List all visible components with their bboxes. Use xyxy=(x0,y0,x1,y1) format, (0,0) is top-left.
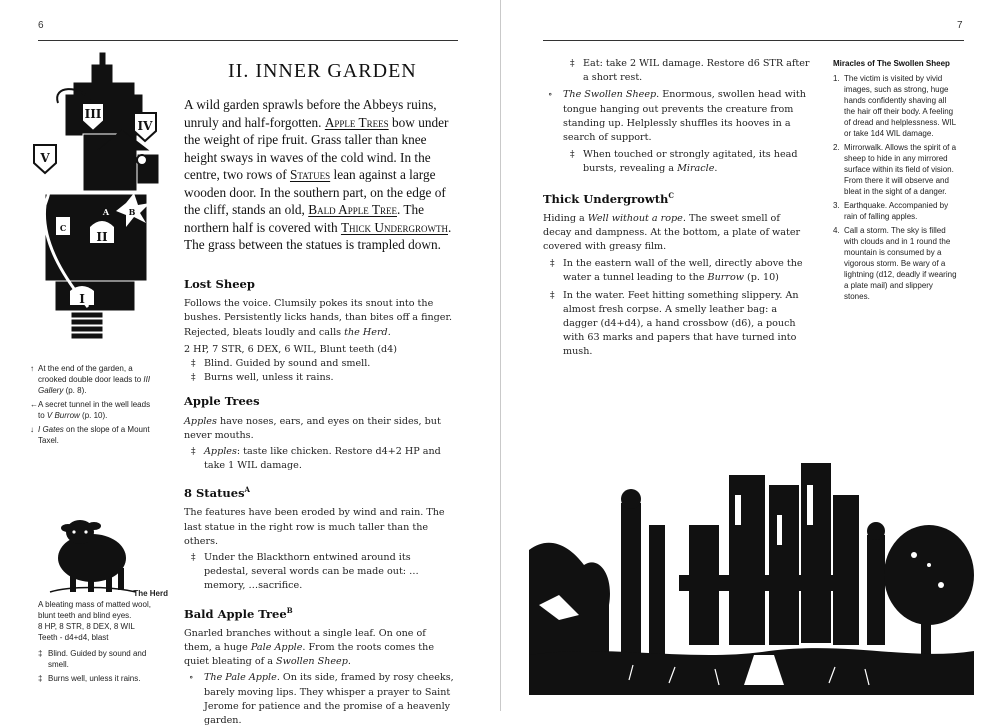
map-label-iv: IV xyxy=(137,119,153,133)
miracle-item: 1. The victim is visited by vivid images, such as strong, huge hands confidently shaving all the hair off their body. A feeling of dread and helplessness. WIL or take 1d4 WIL damage. xyxy=(833,74,956,138)
map-label-b: B xyxy=(128,207,136,217)
map-label-i: I xyxy=(79,292,85,306)
miracle-item: 2. Mirrorwalk. Allows the spirit of a sheep to hide in any mirrored surface within its field of vision. From there it will observe and bleat in the sight of a danger. xyxy=(833,143,957,196)
garden-map xyxy=(30,45,170,350)
map-label-v: V xyxy=(40,151,50,165)
apple-trees-description: Apples have noses, ears, and eyes on their sides, but never mouths. xyxy=(184,415,441,441)
miracle-item: 3. Earthquake. Accompanied by rain of falling apples. xyxy=(833,201,949,221)
herd-sheep-illustration xyxy=(40,510,140,595)
page-number-left: 6 xyxy=(38,20,44,31)
header-rule xyxy=(38,40,458,41)
miracle-item: 4. Call a storm. The sky is filled with clouds and in 1 round the mountain is consumed by a vigorous storm. Be wary of a lightning (d12, deadly if wearing a plate mail) and slippery stones. xyxy=(833,226,957,301)
herd-statblock xyxy=(38,588,168,687)
herd-stats: 8 HP, 8 STR, 8 DEX, 8 WIL xyxy=(38,622,135,631)
apple-trees-bullet: ‡ Apples: taste like chicken. Restore d4+2 HP and take 1 WIL damage. xyxy=(191,446,441,472)
note-gates: ↓ I Gates on the slope of a Mount Taxel. xyxy=(30,425,150,445)
bald-apple-tree-description: Gnarled branches without a single leaf. On one of them, a huge Pale Apple. From the roots comes the quiet bleating of a Swollen Sheep. xyxy=(184,627,435,668)
thick-undergrowth-heading: Thick Undergrowth$^C$ xyxy=(543,190,674,206)
note-gallery: ↑ At the end of the garden, a crooked double door leads to III Gallery (p. 8). xyxy=(30,364,151,395)
pale-apple-bullet: ∘ The Pale Apple. On its side, framed by rosy cheeks, barely moving lips. They whisper a prayer to Saint Jerome for patience and the promise of a heavenly garden. xyxy=(189,672,454,726)
apple-trees-heading: Apple Trees xyxy=(184,394,260,409)
map-label-ii: II xyxy=(96,230,108,244)
chapter-title: II. INNER GARDEN xyxy=(228,60,417,82)
herd-title: The Herd xyxy=(133,589,168,598)
main-column xyxy=(184,277,456,728)
right-main-column xyxy=(543,57,811,360)
statues-description: The features have been eroded by wind and rain. The last statue in the right row is much taller than the others. xyxy=(184,507,445,547)
lost-sheep-trait: ‡ Burns well, unless it rains. xyxy=(191,372,334,384)
right-page xyxy=(501,0,1002,711)
header-rule xyxy=(543,40,964,41)
swollen-sheep-sub-bullet: ‡ When touched or strongly agitated, its head bursts, revealing a Miracle. xyxy=(570,149,798,175)
lost-sheep-heading: Lost Sheep xyxy=(184,277,255,291)
statues-ruins-illustration xyxy=(529,455,974,695)
swollen-sheep-bullet: ∘ The Swollen Sheep. Enormous, swollen head with tongue hanging out prevents the creature from standing up. Helplessly shuffles its hooves in a search of support. xyxy=(548,89,806,144)
statues-bullet: ‡ Under the Blackthorn entwined around its pedestal, several words can be made out: …memory, …sacrifice. xyxy=(191,552,419,592)
miracles-sidebar xyxy=(833,58,959,305)
link-statues: Statues xyxy=(289,167,331,182)
well-tunnel-bullet: ‡ In the eastern wall of the well, directly above the water a tunnel leading to the Burrow (p. 10) xyxy=(550,258,803,284)
lost-sheep-trait: ‡ Blind. Guided by sound and smell. xyxy=(191,358,371,370)
well-water-bullet: ‡ In the water. Feet hitting something slippery. An almost fresh corpse. A smelly leather bag: a dagger (d4+d4), a hand crossbow (d6), a pouch with 63 marks and papers that have turned into mush. xyxy=(550,289,799,358)
statues-heading: 8 Statues$^A$ xyxy=(184,485,250,501)
link-bald-apple-tree: Bald Apple Tree xyxy=(308,202,397,217)
bald-apple-tree-heading: Bald Apple Tree$^B$ xyxy=(184,605,293,621)
map-label-a: A xyxy=(102,207,110,217)
map-label-iii: III xyxy=(84,107,102,121)
link-thick-undergrowth: Thick Undergrowth xyxy=(340,219,448,235)
herd-trait: ‡ Blind. Guided by sound and smell. xyxy=(38,649,147,669)
herd-description: A bleating mass of matted wool, blunt teeth and blind eyes. xyxy=(38,600,151,620)
thick-undergrowth-description: Hiding a Well without a rope. The sweet smell of decay and dampness. At the bottom, a plate of water covered with greasy film. xyxy=(543,212,801,253)
intro-paragraph: A wild garden sprawls before the Abbeys ruins, unruly and half-forgotten. Apple Trees bow under the weight of ripe fruit. Grass taller than knee height sways in waves of the cold wind. In the centre, two rows of Statues lean against a large wooden door. In the southern part, on the edge of the cliff, stands an old, Bald Apple Tree. The northern half is covered with Thick Undergrowth. The grass between the statues is trampled down. xyxy=(184,97,452,252)
map-notes xyxy=(30,363,155,449)
herd-attack: Teeth - d4+d4, blast xyxy=(38,633,109,642)
miracles-title: Miracles of The Swollen Sheep xyxy=(833,59,950,68)
note-burrow: ← A secret tunnel in the well leads to V Burrow (p. 10). xyxy=(30,400,151,420)
lost-sheep-description: Follows the voice. Clumsily pokes its snout into the bushes. Persistently licks hands, than bites off a finger. Rejected, bleats loudly and calls the Herd. xyxy=(184,298,453,338)
eat-bullet: ‡ Eat: take 2 WIL damage. Restore d6 STR after a short rest. xyxy=(570,58,810,84)
map-label-c: C xyxy=(59,223,67,233)
link-apple-trees: Apple Trees xyxy=(324,114,389,130)
lost-sheep-stats: 2 HP, 7 STR, 6 DEX, 6 WIL, Blunt teeth (d4) xyxy=(184,343,398,355)
left-page xyxy=(0,0,501,726)
page-number-right: 7 xyxy=(957,20,963,31)
herd-trait: ‡ Burns well, unless it rains. xyxy=(38,674,141,683)
